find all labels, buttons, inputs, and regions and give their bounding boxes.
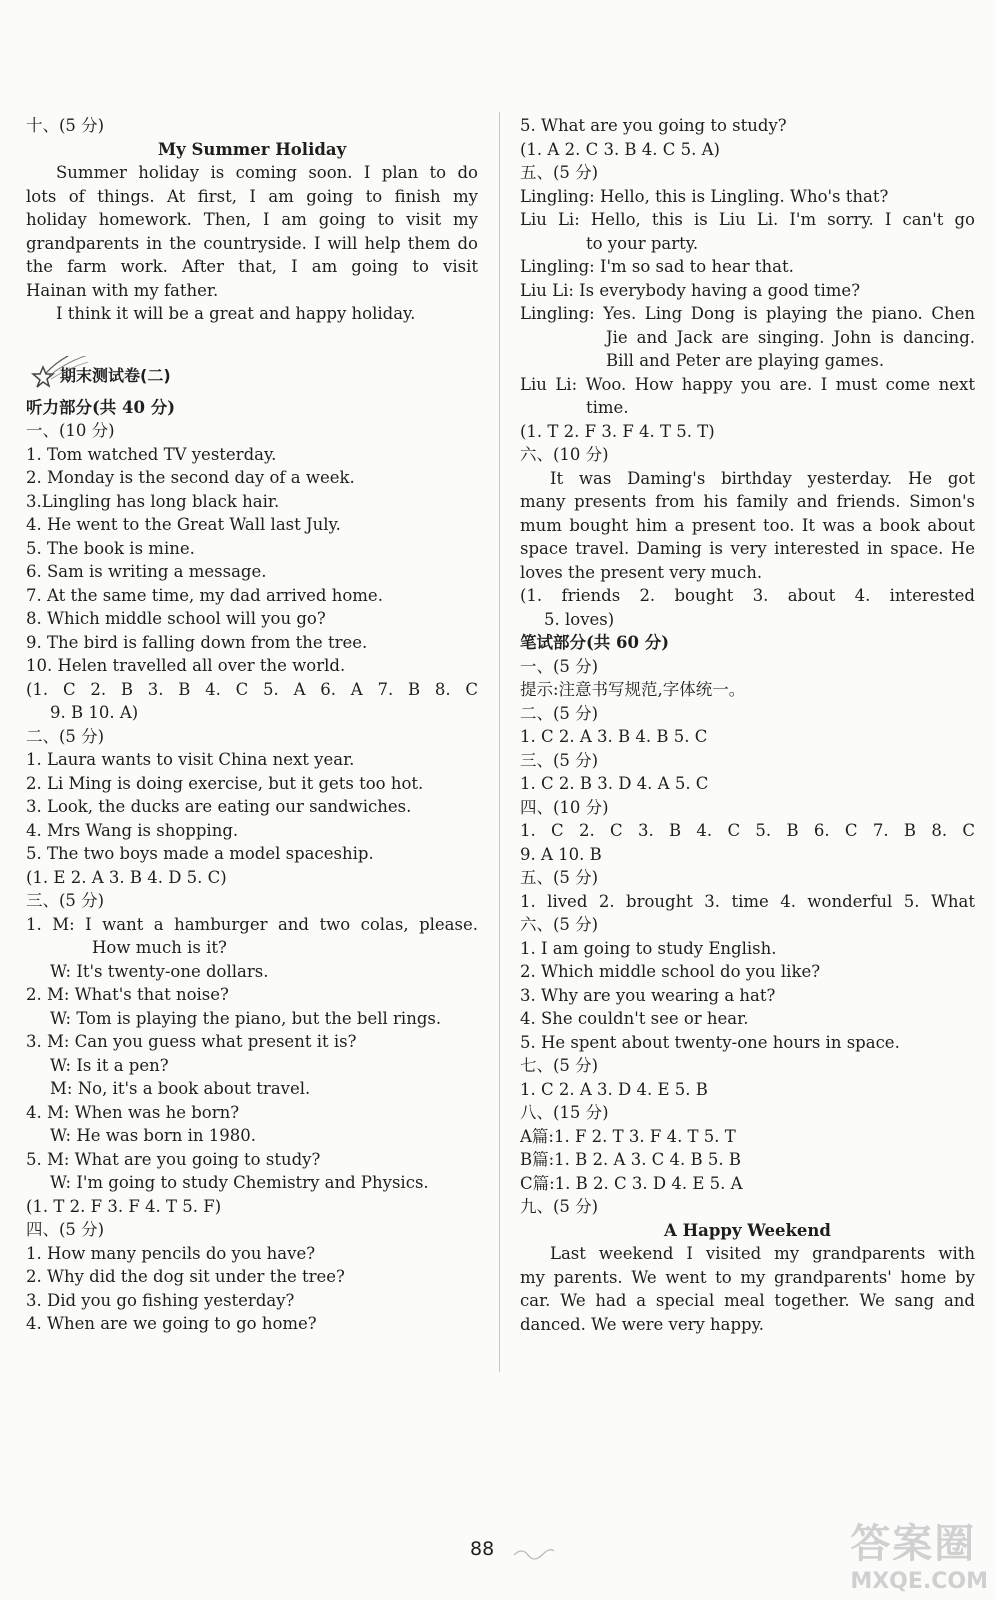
text-line: 十、(5 分) <box>26 116 105 135</box>
text-line: 1. How many pencils do you have? <box>26 1243 316 1263</box>
text-line: mum bought him a present too. It was a book about <box>520 515 975 535</box>
text-line: Lingling: Hello, this is Lingling. Who's that? <box>520 186 889 206</box>
text-line: 5. The two boys made a model spaceship. <box>26 844 374 863</box>
text-line: 四、(5 分) <box>26 1220 105 1239</box>
text-line: 4. Mrs Wang is shopping. <box>26 820 239 840</box>
text-line: 1. C 2. C 3. B 4. C 5. B 6. C 7. B 8. C <box>520 821 975 840</box>
page-number: 88 <box>470 1538 495 1560</box>
watermark-logo-text: 答案圈 <box>850 1521 977 1567</box>
text-line: 4. He went to the Great Wall last July. <box>26 515 341 534</box>
text-line: 9. A 10. B <box>520 844 602 864</box>
text-line: 9. B 10. A) <box>50 703 139 722</box>
watermark-url: MXQE.COM <box>850 1569 988 1594</box>
text-line: 2. Monday is the second day of a week. <box>26 468 355 487</box>
text-line: W: It's twenty-one dollars. <box>50 961 269 981</box>
spacer <box>26 326 478 356</box>
text-line: 5. M: What are you going to study? <box>26 1149 321 1169</box>
text-line: 9. The bird is falling down from the tree. <box>26 632 368 652</box>
text-line: 六、(5 分) <box>520 915 599 934</box>
text-line: Lingling: I'm so sad to hear that. <box>520 257 794 276</box>
text-line: Liu Li: Hello, this is Liu Li. I'm sorry. I can't go <box>520 210 975 229</box>
text-line: 提示:注意书写规范,字体统一。 <box>520 680 746 699</box>
text-line: My Summer Holiday <box>157 139 347 159</box>
text-line: many presents from his family and friends. Simon's <box>520 492 975 511</box>
text-line: W: Tom is playing the piano, but the bell rings. <box>50 1008 442 1028</box>
text-line: I think it will be a great and happy holiday. <box>56 304 416 323</box>
text-line: (1. friends 2. bought 3. about 4. interested <box>520 586 975 605</box>
text-line: Last weekend I visited my grandparents with <box>550 1244 975 1263</box>
text-line: 五、(5 分) <box>520 163 599 182</box>
text-line: my parents. We went to my grandparents' home by <box>520 1267 975 1287</box>
text-line: Liu Li: Is everybody having a good time? <box>520 280 861 300</box>
text-line: 八、(15 分) <box>520 1103 609 1122</box>
text-line: 1. C 2. B 3. D 4. A 5. C <box>520 774 709 793</box>
text-line: 7. At the same time, my dad arrived home. <box>26 585 383 605</box>
text-line: 2. Li Ming is doing exercise, but it gets too hot. <box>26 773 424 793</box>
text-line: (1. T 2. F 3. F 4. T 5. F) <box>26 1196 222 1216</box>
text-line: 2. Why did the dog sit under the tree? <box>26 1267 345 1286</box>
text-line: 3. M: Can you guess what present it is? <box>26 1032 357 1051</box>
text-line: 5. What are you going to study? <box>520 116 787 135</box>
text-line: 1. Laura wants to visit China next year. <box>26 750 355 769</box>
text-line: 3.Lingling has long black hair. <box>26 491 280 511</box>
text-line: B篇:1. B 2. A 3. C 4. B 5. B <box>520 1150 742 1169</box>
text-line: 2. Which middle school do you like? <box>520 962 821 981</box>
text-line: It was Daming's birthday yesterday. He got <box>550 468 975 488</box>
text-line: 3. Did you go fishing yesterday? <box>26 1290 295 1310</box>
text-line: 3. Why are you wearing a hat? <box>520 985 776 1005</box>
text-line: 6. Sam is writing a message. <box>26 562 267 581</box>
text-line: 4. M: When was he born? <box>26 1102 240 1122</box>
text-line: to your party. <box>586 233 699 253</box>
text-line: 1. C 2. A 3. D 4. E 5. B <box>520 1079 708 1099</box>
text-line: 1. M: I want a hamburger and two colas, please. <box>26 914 478 934</box>
text-line: 4. She couldn't see or hear. <box>520 1009 749 1028</box>
flourish-ornament-icon <box>512 1545 556 1561</box>
text-line: 1. Tom watched TV yesterday. <box>26 444 277 464</box>
text-line: Lingling: Yes. Ling Dong is playing the piano. Chen <box>520 304 975 323</box>
text-line: How much is it? <box>92 938 227 957</box>
text-line: (1. E 2. A 3. B 4. D 5. C) <box>26 867 227 887</box>
text-line: 三、(5 分) <box>26 891 105 910</box>
text-line: M: No, it's a book about travel. <box>50 1079 311 1098</box>
text-line: danced. We were very happy. <box>520 1314 764 1334</box>
text-line: holiday homework. Then, I am going to visit my <box>26 210 478 229</box>
text-line: (1. A 2. C 3. B 4. C 5. A) <box>520 139 720 159</box>
text-line: 4. When are we going to go home? <box>26 1314 317 1333</box>
text-line: 1. I am going to study English. <box>520 938 777 958</box>
watermark <box>850 1512 988 1594</box>
text-line: 一、(5 分) <box>520 656 599 676</box>
text-line: Summer holiday is coming soon. I plan to do <box>56 163 478 182</box>
section-title: 期末测试卷(二) <box>60 365 171 385</box>
text-line: 二、(5 分) <box>520 703 599 723</box>
text-line: 一、(10 分) <box>26 421 115 440</box>
text-line: Liu Li: Woo. How happy you are. I must come next <box>520 374 975 394</box>
text-line: W: He was born in 1980. <box>50 1126 257 1145</box>
text-line: Jie and Jack are singing. John is dancing. <box>606 327 975 347</box>
text-line: 5. The book is mine. <box>26 538 195 558</box>
text-line: 七、(5 分) <box>520 1056 599 1075</box>
text-line: time. <box>586 398 629 417</box>
shooting-star-icon <box>26 356 90 390</box>
text-line: grandparents in the countryside. I will help them do <box>26 233 478 253</box>
right-column <box>520 114 975 1336</box>
left-column <box>26 114 478 1336</box>
text-line: C篇:1. B 2. C 3. D 4. E 5. A <box>520 1173 743 1193</box>
text-line: car. We had a special meal together. We sang and <box>520 1291 975 1310</box>
text-line: Hainan with my father. <box>26 280 219 300</box>
text-line: 二、(5 分) <box>26 726 105 746</box>
text-line: 五、(5 分) <box>520 868 599 887</box>
text-line: lots of things. At first, I am going to finish my <box>26 186 478 206</box>
text-line: 3. Look, the ducks are eating our sandwiches. <box>26 797 412 816</box>
text-line: 5. He spent about twenty-one hours in space. <box>520 1032 900 1052</box>
text-line: A篇:1. F 2. T 3. F 4. T 5. T <box>520 1126 736 1146</box>
text-line: 5. loves) <box>544 609 615 629</box>
column-divider <box>499 112 500 1372</box>
text-line: A Happy Weekend <box>664 1220 831 1240</box>
text-line: 六、(10 分) <box>520 445 609 464</box>
text-line: 8. Which middle school will you go? <box>26 609 326 628</box>
text-line: 1. C 2. A 3. B 4. B 5. C <box>520 727 708 746</box>
text-line: loves the present very much. <box>520 562 763 582</box>
section-heading <box>26 356 478 396</box>
text-line: 10. Helen travelled all over the world. <box>26 656 346 675</box>
text-line: 四、(10 分) <box>520 797 609 817</box>
text-line: 1. lived 2. brought 3. time 4. wonderful 5. What <box>520 891 975 911</box>
text-line: Bill and Peter are playing games. <box>606 351 885 370</box>
text-line: W: I'm going to study Chemistry and Physics. <box>50 1173 429 1192</box>
text-line: space travel. Daming is very interested in space. He <box>520 539 975 558</box>
text-line: 听力部分(共 40 分) <box>26 397 176 417</box>
text-line: 九、(5 分) <box>520 1197 599 1216</box>
text-line: W: Is it a pen? <box>50 1055 169 1075</box>
text-line: the farm work. After that, I am going to visit <box>26 257 478 276</box>
text-line: (1. T 2. F 3. F 4. T 5. T) <box>520 421 715 441</box>
text-line: 三、(5 分) <box>520 750 599 770</box>
text-line: (1. C 2. B 3. B 4. C 5. A 6. A 7. B 8. C <box>26 679 478 699</box>
text-line: 笔试部分(共 60 分) <box>520 633 670 652</box>
text-line: 2. M: What's that noise? <box>26 985 229 1004</box>
